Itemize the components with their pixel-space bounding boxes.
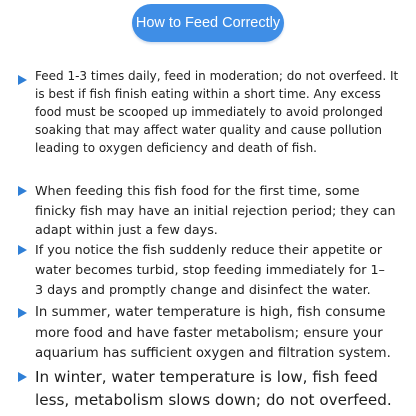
triangle-bullet-icon bbox=[18, 308, 27, 318]
instruction-text: In summer, water temperature is high, fish consume more food and have faster metabolism; ensure your aquarium has sufficient oxygen and filtration system. bbox=[35, 305, 391, 362]
instruction-item bbox=[18, 67, 410, 157]
instruction-text: In winter, water temperature is low, fish feed less, metabolism slows down; do not overfeed. bbox=[35, 368, 392, 409]
triangle-bullet-icon bbox=[18, 372, 27, 382]
page-title: How to Feed Correctly bbox=[132, 4, 284, 42]
triangle-bullet-icon bbox=[18, 75, 27, 85]
instruction-item bbox=[18, 366, 410, 411]
instruction-text: When feeding this fish food for the first time, some finicky fish may have an initial rejection period; they can adapt within just a few days. bbox=[35, 183, 396, 237]
instruction-text: If you notice the fish suddenly reduce their appetite or water becomes turbid, stop feeding immediately for 1– 3 days and promptly change and disinfect the water. bbox=[35, 242, 385, 297]
instruction-item bbox=[18, 303, 410, 365]
instruction-item bbox=[18, 181, 410, 240]
title-area bbox=[0, 4, 416, 48]
instruction-item bbox=[18, 240, 410, 300]
triangle-bullet-icon bbox=[18, 186, 27, 196]
triangle-bullet-icon bbox=[18, 245, 27, 255]
instruction-text: Feed 1-3 times daily, feed in moderation; do not overfeed. It is best if fish finish eating within a short time. Any excess food must be scooped up immediately to avoid prolonged soaking that may affect water quality and cause pollution leading to oxygen deficiency and death of fish. bbox=[35, 69, 399, 156]
